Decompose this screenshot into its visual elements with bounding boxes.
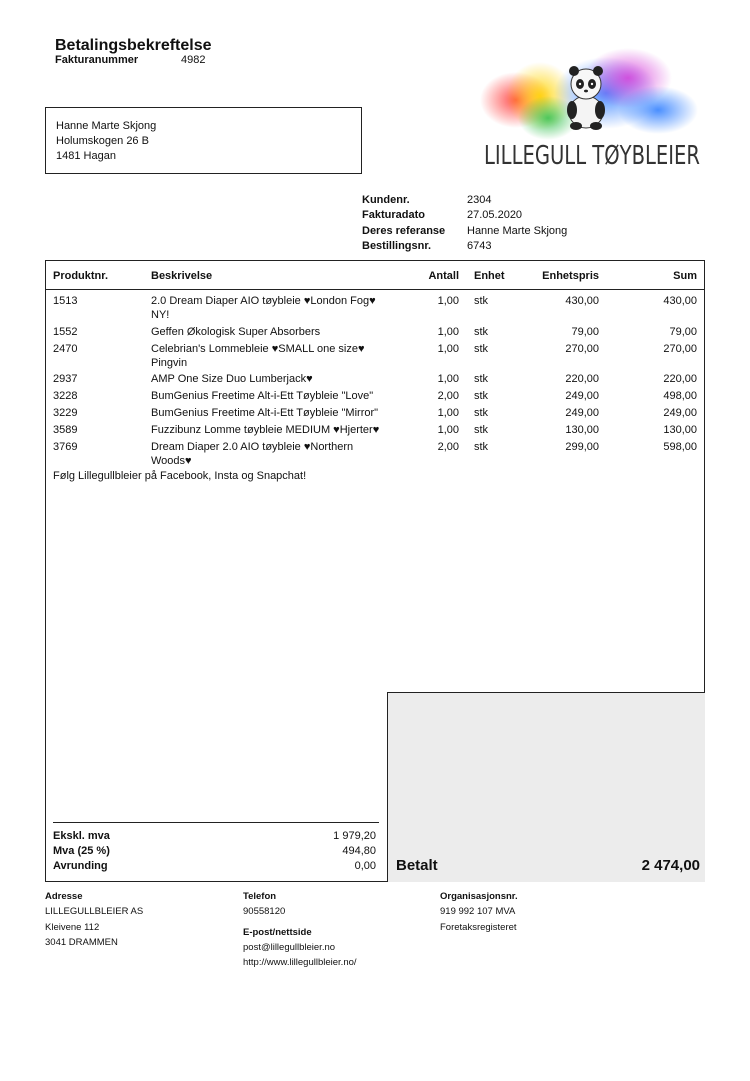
row-unit-price: 79,00	[571, 326, 599, 338]
row-description-cont: NY!	[151, 309, 170, 321]
row-unit: stk	[474, 295, 489, 307]
row-qty: 1,00	[437, 326, 459, 338]
footer-company-name: LILLEGULLBLEIER AS	[45, 906, 144, 917]
row-unit: stk	[474, 373, 489, 385]
excl-vat-label: Ekskl. mva	[53, 830, 110, 842]
row-product: 2937	[53, 373, 78, 385]
footer-city: 3041 DRAMMEN	[45, 937, 118, 948]
row-unit: stk	[474, 326, 489, 338]
row-description: Fuzzibunz Lomme tøybleie MEDIUM ♥Hjerter♥	[151, 424, 380, 436]
row-unit: stk	[474, 407, 489, 419]
totals-divider	[53, 822, 379, 823]
row-unit: stk	[474, 441, 489, 453]
row-sum: 249,00	[663, 407, 697, 419]
row-description: AMP One Size Duo Lumberjack♥	[151, 373, 313, 385]
col-qty: Antall	[428, 270, 459, 282]
company-logo	[478, 38, 706, 178]
row-unit: stk	[474, 424, 489, 436]
line-items-table	[45, 260, 705, 882]
col-description: Beskrivelse	[151, 270, 213, 282]
footer-website: http://www.lillegullbleier.no/	[243, 957, 357, 968]
row-unit-price: 430,00	[565, 295, 599, 307]
invoice-number: 4982	[181, 54, 206, 66]
paid-label: Betalt	[396, 857, 438, 874]
row-unit-price: 249,00	[565, 407, 599, 419]
rounding-label: Avrunding	[53, 860, 108, 872]
row-unit-price: 249,00	[565, 390, 599, 402]
invoice-date-label: Fakturadato	[362, 209, 425, 221]
row-product: 3769	[53, 441, 78, 453]
row-qty: 1,00	[437, 424, 459, 436]
document-title: Betalingsbekreftelse	[55, 37, 212, 54]
customer-address-box	[45, 107, 362, 174]
footer-email: post@lillegullbleier.no	[243, 942, 336, 953]
row-description: BumGenius Freetime Alt-i-Ett Tøybleie "Mirror"	[151, 407, 379, 419]
paid-summary-box	[387, 692, 705, 882]
customer-number-label: Kundenr.	[362, 194, 410, 206]
col-sum: Sum	[673, 270, 697, 282]
footer-address-label: Adresse	[45, 891, 83, 902]
customer-street: Holumskogen 26 B	[56, 135, 149, 147]
row-qty: 2,00	[437, 441, 459, 453]
reference: Hanne Marte Skjong	[467, 225, 568, 237]
vat-label: Mva (25 %)	[53, 845, 110, 857]
row-unit-price: 220,00	[565, 373, 599, 385]
row-sum: 220,00	[663, 373, 697, 385]
reference-label: Deres referanse	[362, 225, 446, 237]
row-qty: 2,00	[437, 390, 459, 402]
panda-logo-icon	[478, 38, 706, 178]
row-sum: 130,00	[663, 424, 697, 436]
order-number: 6743	[467, 240, 492, 252]
customer-number: 2304	[467, 194, 492, 206]
row-unit: stk	[474, 343, 489, 355]
row-sum: 598,00	[663, 441, 697, 453]
footer-org-register: Foretaksregisteret	[440, 922, 517, 933]
vat-value: 494,80	[342, 845, 376, 857]
row-unit-price: 270,00	[565, 343, 599, 355]
customer-city: 1481 Hagan	[56, 150, 116, 162]
logo-text: LILLEGULL TØYBLEIER	[484, 141, 700, 171]
row-qty: 1,00	[437, 295, 459, 307]
footer-phone-label: Telefon	[243, 891, 277, 902]
row-qty: 1,00	[437, 407, 459, 419]
row-qty: 1,00	[437, 373, 459, 385]
excl-vat-value: 1 979,20	[333, 830, 376, 842]
row-unit: stk	[474, 390, 489, 402]
footer-street: Kleivene 112	[45, 922, 100, 933]
paid-amount: 2 474,00	[641, 857, 700, 874]
row-product: 3229	[53, 407, 78, 419]
row-description: 2.0 Dream Diaper AIO tøybleie ♥London Fog♥	[151, 295, 376, 307]
row-sum: 498,00	[663, 390, 697, 402]
row-sum: 430,00	[663, 295, 697, 307]
row-description-cont: Pingvin	[151, 357, 188, 369]
row-sum: 270,00	[663, 343, 697, 355]
invoice-number-label: Fakturanummer	[55, 54, 139, 66]
row-product: 3589	[53, 424, 78, 436]
footer-org-label: Organisasjonsnr.	[440, 891, 518, 902]
footer-web-label: E-post/nettside	[243, 927, 312, 938]
col-unit: Enhet	[474, 270, 505, 282]
order-number-label: Bestillingsnr.	[362, 240, 432, 252]
row-description: Geffen Økologisk Super Absorbers	[151, 326, 321, 338]
row-unit-price: 299,00	[565, 441, 599, 453]
invoice-date: 27.05.2020	[467, 209, 523, 221]
footer-org-number: 919 992 107 MVA	[440, 906, 516, 917]
table-header	[46, 261, 704, 290]
row-product: 3228	[53, 390, 78, 402]
row-product: 1552	[53, 326, 78, 338]
footer-phone: 90558120	[243, 906, 286, 917]
row-product: 1513	[53, 295, 78, 307]
row-description: BumGenius Freetime Alt-i-Ett Tøybleie "Love"	[151, 390, 374, 402]
social-media-note: Følg Lillegullbleier på Facebook, Insta og Snapchat!	[53, 470, 307, 482]
col-product: Produktnr.	[53, 270, 109, 282]
row-sum: 79,00	[669, 326, 697, 338]
rounding-value: 0,00	[354, 860, 376, 872]
row-description-cont: Woods♥	[151, 455, 192, 467]
row-qty: 1,00	[437, 343, 459, 355]
row-description: Celebrian's Lommebleie ♥SMALL one size♥	[151, 343, 365, 355]
row-unit-price: 130,00	[565, 424, 599, 436]
col-unit-price: Enhetspris	[542, 270, 599, 282]
row-product: 2470	[53, 343, 78, 355]
customer-name: Hanne Marte Skjong	[56, 120, 157, 132]
row-description: Dream Diaper 2.0 AIO tøybleie ♥Northern	[151, 441, 354, 453]
